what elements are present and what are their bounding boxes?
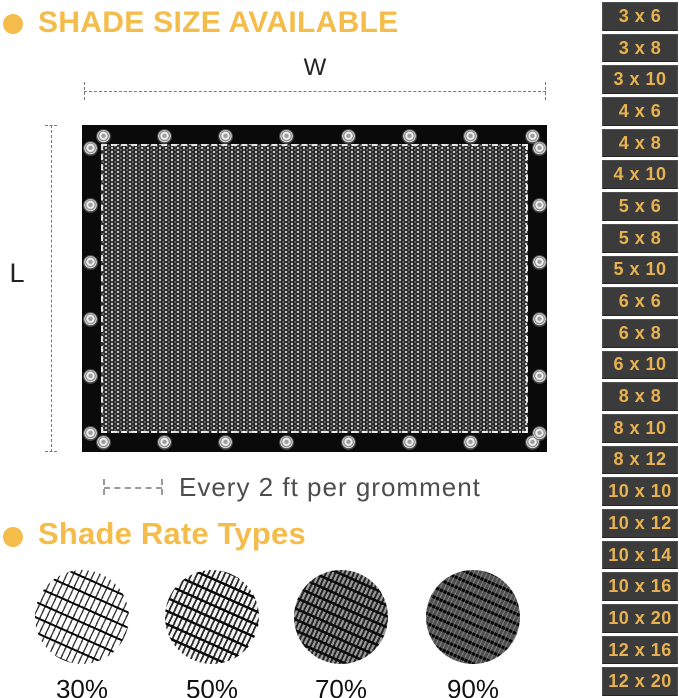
mesh-sample-icon <box>294 570 388 664</box>
size-chip: 6 x 6 <box>602 287 678 316</box>
size-chip: 10 x 10 <box>602 477 678 506</box>
size-chip: 8 x 10 <box>602 414 678 443</box>
shade-rate-item <box>426 570 520 698</box>
grommet-icon <box>533 199 546 212</box>
shade-rate-label: 70% <box>314 674 368 698</box>
rate-section-title: Shade Rate Types <box>38 516 306 551</box>
grommet-icon <box>84 199 97 212</box>
size-chip: 12 x 16 <box>602 636 678 665</box>
size-chip: 8 x 8 <box>602 382 678 411</box>
shade-rate-item <box>165 570 259 698</box>
size-chip: 8 x 12 <box>602 446 678 475</box>
size-chip: 4 x 10 <box>602 160 678 189</box>
grommet-icon <box>342 436 355 449</box>
width-dimension-label: W <box>303 54 327 81</box>
shade-cloth-diagram <box>82 125 547 452</box>
grommet-icon <box>403 436 416 449</box>
grommet-icon <box>84 313 97 326</box>
grommet-icon <box>280 436 293 449</box>
grommet-icon <box>84 256 97 269</box>
grommet-icon <box>97 436 110 449</box>
grommet-spacing-note: Every 2 ft per gromment <box>179 472 481 502</box>
dashed-line <box>51 125 52 452</box>
grommet-icon <box>97 130 110 143</box>
size-chip: 6 x 10 <box>602 351 678 380</box>
size-chip: 5 x 6 <box>602 192 678 221</box>
size-chip: 10 x 12 <box>602 509 678 538</box>
size-chip: 10 x 16 <box>602 572 678 601</box>
dimension-tick <box>161 479 163 495</box>
length-dimension-label: L <box>9 258 25 288</box>
grommet-icon <box>533 256 546 269</box>
size-section-title: SHADE SIZE AVAILABLE <box>38 6 399 39</box>
mesh-sample-icon <box>165 570 259 664</box>
size-chip: 5 x 10 <box>602 256 678 285</box>
mesh-sample-icon <box>35 570 129 664</box>
grommet-icon <box>84 370 97 383</box>
grommet-icon <box>464 436 477 449</box>
size-list <box>600 0 679 698</box>
grommet-icon <box>533 313 546 326</box>
size-chip: 4 x 6 <box>602 97 678 126</box>
grommet-icon <box>403 130 416 143</box>
bullet-icon <box>3 527 23 547</box>
dimension-tick <box>545 82 546 100</box>
size-chip: 10 x 20 <box>602 604 678 633</box>
shade-rate-label: 50% <box>185 674 239 698</box>
grommet-icon <box>533 427 546 440</box>
mesh-sample-icon <box>426 570 520 664</box>
grommet-icon <box>464 130 477 143</box>
size-chip: 3 x 6 <box>602 2 678 31</box>
shade-rate-label: 30% <box>55 674 109 698</box>
shade-rate-item <box>294 570 388 698</box>
length-dimension-line <box>45 125 57 452</box>
shade-rate-item <box>35 570 129 698</box>
size-chip: 10 x 14 <box>602 541 678 570</box>
grommet-icon <box>533 370 546 383</box>
grommet-spacing-bracket <box>103 479 163 495</box>
dimension-tick <box>45 451 57 452</box>
bullet-icon <box>3 14 23 34</box>
shade-rate-label: 90% <box>446 674 500 698</box>
size-chip: 6 x 8 <box>602 319 678 348</box>
dashed-line <box>104 487 162 489</box>
size-chip: 4 x 8 <box>602 129 678 158</box>
grommet-icon <box>526 130 539 143</box>
size-chip: 12 x 20 <box>602 667 678 696</box>
grommet-icon <box>280 130 293 143</box>
size-chip: 3 x 8 <box>602 34 678 63</box>
grommet-icon <box>533 142 546 155</box>
grommet-icon <box>342 130 355 143</box>
width-dimension-line <box>84 82 546 100</box>
size-chip: 5 x 8 <box>602 224 678 253</box>
grommet-icon <box>158 436 171 449</box>
mesh-texture <box>101 144 528 433</box>
size-chip: 3 x 10 <box>602 65 678 94</box>
grommet-icon <box>219 436 232 449</box>
grommet-icon <box>84 427 97 440</box>
grommet-icon <box>219 130 232 143</box>
dashed-line <box>84 91 546 92</box>
grommet-icon <box>158 130 171 143</box>
grommet-icon <box>84 142 97 155</box>
